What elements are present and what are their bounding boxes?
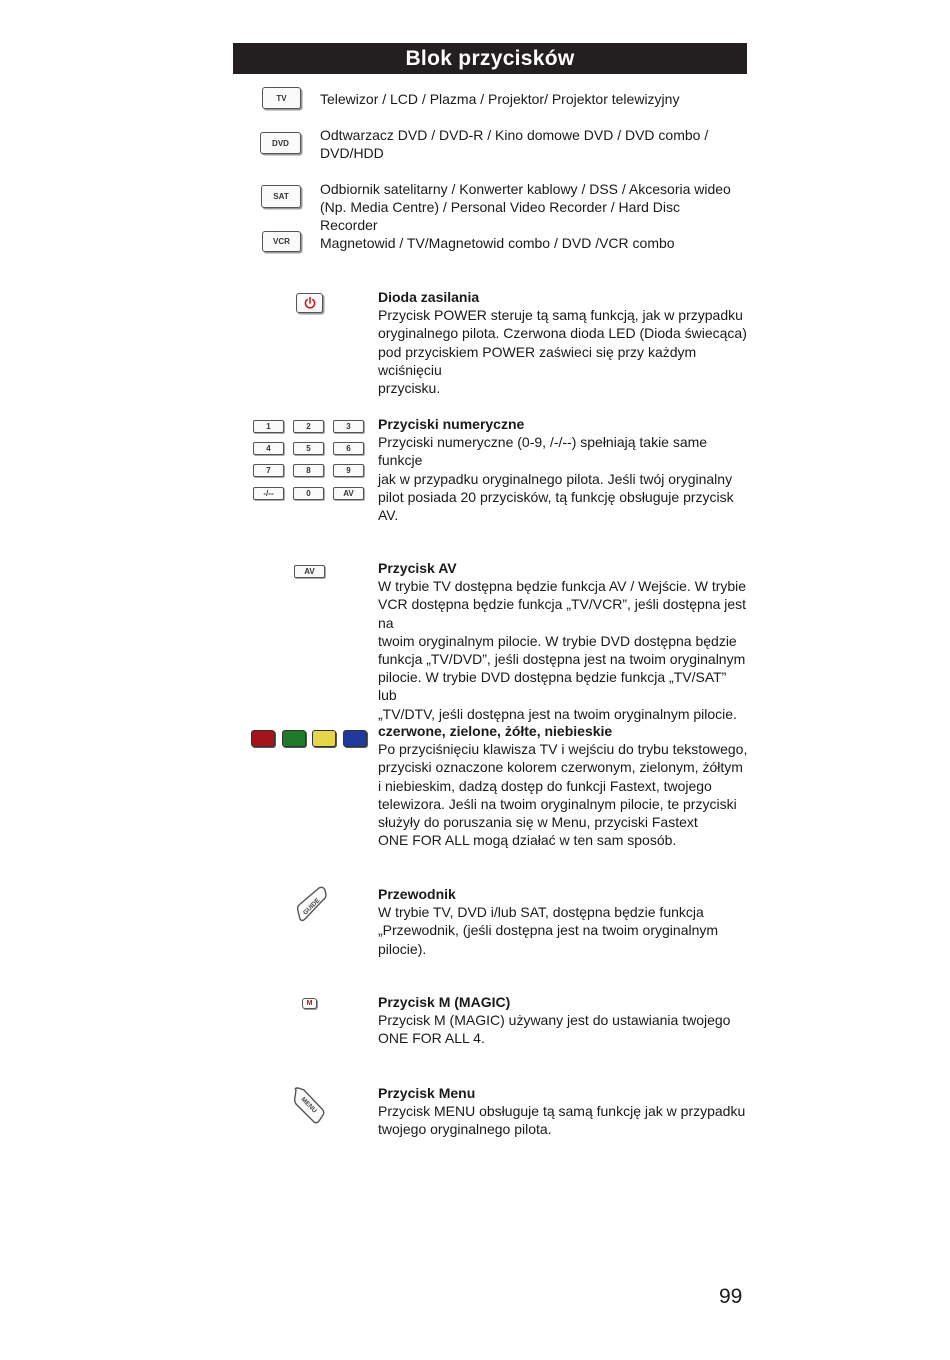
- num-key: 1: [253, 420, 284, 433]
- section-title: Przewodnik: [378, 886, 456, 902]
- section-title: Przyciski numeryczne: [378, 416, 525, 432]
- power-icon: [303, 296, 317, 310]
- guide-icon: [295, 885, 329, 923]
- section-magic: [378, 993, 748, 1048]
- tv-button-icon: TV: [262, 87, 301, 109]
- section-guide: [378, 885, 748, 958]
- section-title: Dioda zasilania: [378, 289, 480, 305]
- num-key: 5: [293, 442, 324, 455]
- device-description-tv: Telewizor / LCD / Plazma / Projektor/ Projektor telewizyjny: [320, 91, 680, 107]
- blue-button-icon: [343, 730, 367, 747]
- section-text: Przycisk M (MAGIC) używany jest do ustawiania twojego ONE FOR ALL 4.: [378, 1012, 731, 1047]
- page-number: 99: [719, 1285, 743, 1308]
- device-description-dvd: Odtwarzacz DVD / DVD-R / Kino domowe DVD / DVD combo / DVD/HDD: [320, 127, 709, 162]
- section-title: Przycisk Menu: [378, 1085, 476, 1101]
- num-key: 0: [293, 487, 324, 500]
- magic-button-icon: M: [302, 998, 317, 1009]
- vcr-button-icon: VCR: [262, 231, 301, 252]
- section-color-buttons: [378, 722, 748, 849]
- num-key: 9: [333, 464, 364, 477]
- section-text: Przycisk POWER steruje tą samą funkcją, jak w przypadku oryginalnego pilota. Czerwona dioda LED (Dioda świecąca) pod przyciskiem POWER zaświeci się przy każdym wciśnięciu przycisku.: [378, 307, 747, 397]
- section-text: Po przyciśnięciu klawisza TV i wejściu do trybu tekstowego, przyciski oznaczone kolorem czerwonym, zielonym, żółtym i niebieskim, dadzą dostęp do funkcji Fastext, twojego telewizora. Jeśli na twoim oryginalnym pilocie, te przyciski służyły do poruszania się w Menu, przyciski Fastext ONE FOR ALL mogą działać w ten sam sposób.: [378, 741, 748, 849]
- section-numeric: [378, 415, 748, 524]
- device-description-sat: Odbiornik satelitarny / Konwerter kablowy / DSS / Akcesoria wideo (Np. Media Centre) / Personal Video Recorder / Hard Disc Recorder: [320, 181, 731, 234]
- section-av: [378, 559, 748, 723]
- section-text: Przyciski numeryczne (0-9, /-/--) spełniają takie same funkcje jak w przypadku oryginalnego pilota. Jeśli twój oryginalny pilot posiada 20 przycisków, tą funkcję obsługuje przycisk AV.: [378, 434, 734, 524]
- sat-button-icon: SAT: [261, 185, 301, 208]
- section-title: Przycisk AV: [378, 560, 457, 576]
- red-button-icon: [251, 730, 275, 747]
- num-key: AV: [333, 487, 364, 500]
- green-button-icon: [282, 730, 306, 747]
- num-key: 8: [293, 464, 324, 477]
- svg-text:MENU: MENU: [299, 1096, 318, 1115]
- num-key: 2: [293, 420, 324, 433]
- num-key: 3: [333, 420, 364, 433]
- section-power: [378, 288, 748, 397]
- section-title: Przycisk M (MAGIC): [378, 994, 511, 1010]
- section-text: W trybie TV dostępna będzie funkcja AV / Wejście. W trybie VCR dostępna będzie funkcja „TV/VCR”, jeśli dostępna jest na twoim oryginalnym pilocie. W trybie DVD dostępna będzie funkcja „TV/DVD”, jeśli dostępna jest na twoim oryginalnym pilocie. W trybie DVD dostępna będzie funkcja „TV/SAT” lub „TV/DTV, jeśli dostępna jest na twoim oryginalnym pilocie.: [378, 578, 747, 722]
- section-menu: [378, 1084, 748, 1139]
- dvd-button-icon: DVD: [260, 132, 301, 154]
- num-key: 4: [253, 442, 284, 455]
- section-text: W trybie TV, DVD i/lub SAT, dostępna będzie funkcja „Przewodnik, (jeśli dostępna jest na twoim oryginalnym pilocie).: [378, 904, 719, 957]
- menu-icon: [292, 1087, 326, 1125]
- svg-text:GUIDE: GUIDE: [302, 897, 322, 917]
- num-key: 7: [253, 464, 284, 477]
- num-key: 6: [333, 442, 364, 455]
- device-description-vcr: Magnetowid / TV/Magnetowid combo / DVD /VCR combo: [320, 235, 675, 251]
- yellow-button-icon: [312, 730, 336, 747]
- num-key: -/--: [253, 487, 284, 500]
- power-button-icon: [296, 293, 323, 313]
- section-text: Przycisk MENU obsługuje tą samą funkcję jak w przypadku twojego oryginalnego pilota.: [378, 1103, 746, 1138]
- section-title: czerwone, zielone, żółte, niebieskie: [378, 723, 613, 739]
- av-button-icon: AV: [294, 565, 325, 578]
- page-title: Blok przycisków: [233, 43, 747, 74]
